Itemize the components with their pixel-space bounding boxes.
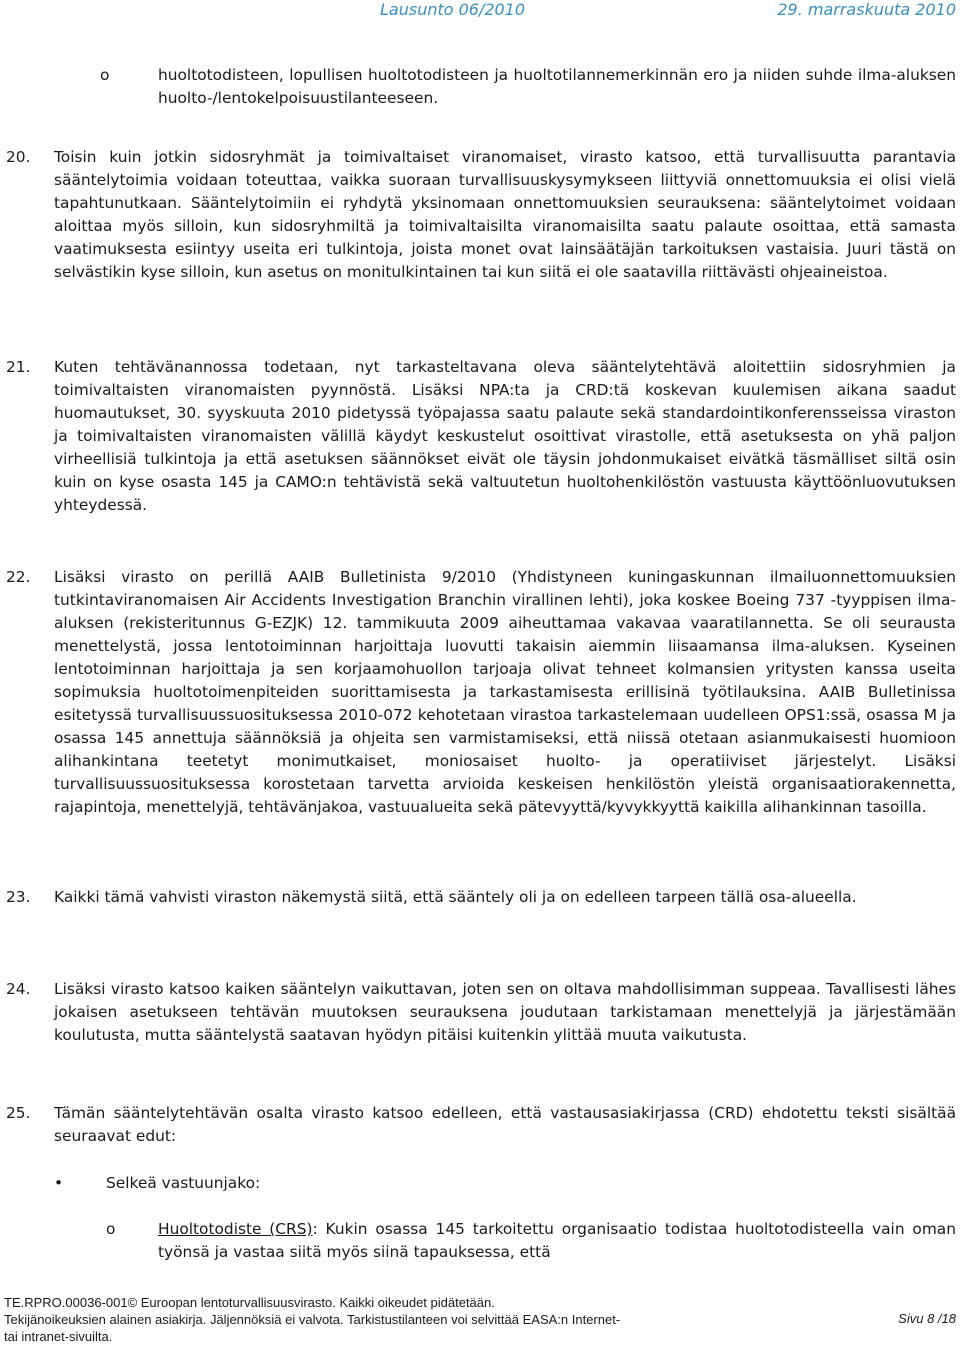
list-bullet: o — [100, 66, 110, 84]
footer-notice: Tekijänoikeuksien alainen asiakirja. Jäljennöksiä ei valvota. Tarkistustilanteen voi selvittää EASA:n Internet- — [4, 1312, 621, 1327]
footer-notice-continued: tai intranet-sivuilta. — [4, 1329, 113, 1344]
bullet-item-text: Selkeä vastuunjako: — [106, 1174, 261, 1192]
document-title: Lausunto 06/2010 — [380, 0, 526, 19]
paragraph-number: 20. — [6, 148, 31, 166]
footer-copyright: TE.RPRO.00036-001© Euroopan lentoturvallisuusvirasto. Kaikki oikeudet pidätetään. — [4, 1295, 495, 1310]
page-number: Sivu 8 /18 — [898, 1311, 956, 1326]
paragraph-number: 24. — [6, 980, 31, 998]
page-header — [0, 0, 960, 22]
paragraph-text: Lisäksi virasto katsoo kaiken sääntelyn vaikuttavan, joten sen on oltava mahdollisimman suppeaa. Tavallisesti lähes jokaisen asetukseen tehtävän muutoksen seurauksena joudutaan tarkistamaan menettelyjä ja järjestämään koulutusta, mutta sääntelystä saatavan hyödyn pitäisi kuitenkin ylittää muuta vaikutusta. — [54, 980, 956, 1044]
paragraph-number: 22. — [6, 568, 31, 586]
paragraph-text: Toisin kuin jotkin sidosryhmät ja toimivaltaiset viranomaiset, virasto katsoo, että turvallisuutta parantavia sääntelytoimia voidaan toteuttaa, vaikka suoraan turvallisuuskysymykseen liittyviä onnettomuuksia ei olisi vielä tapahtunutkaan. Sääntelytoimiin ei ryhdytä yksinomaan onnettomuuksien seurauksena: sääntelytoimet voidaan aloittaa myös silloin, kun sidosryhmiltä ja toimivaltaisilta viranomaisilta saatu palaute osoittaa, että samasta vaatimuksesta esiintyy useita eri tulkintoja, joista monet ovat lainsäätäjän tarkoituksen vastaisia. Juuri tästä on selvästikin kyse silloin, kun asetus on monitulkintainen tai kun siitä ei ole saatavilla riittävästi ohjeaineistoa. — [54, 148, 956, 281]
paragraph-text: Tämän sääntelytehtävän osalta virasto katsoo edelleen, että vastausasiakirjassa (CRD) ehdotettu teksti sisältää seuraavat edut: — [54, 1104, 956, 1145]
paragraph-number: 25. — [6, 1104, 31, 1122]
page-footer — [4, 1294, 956, 1345]
paragraph-text: Lisäksi virasto on perillä AAIB Bulletinista 9/2010 (Yhdistyneen kuningaskunnan ilmailuonnettomuuksien tutkintaviranomaisen Air Accidents Investigation Branchin virallinen lehti), joka koskee Boeing 737 -tyyppisen ilma-aluksen (rekisteritunnus G-EZJK) 12. tammikuuta 2009 aiheuttamaa vakavaa vaaratilannetta. Se oli seurausta menettelystä, jossa lentotoiminnan harjoittaja luovutti takaisin aiemmin liisaamansa ilma-aluksen. Kyseinen lentotoiminnan harjoittaja ja sen korjaamohuollon tarjoaja olivat tehneet kolmansien yritysten kanssa useita sopimuksia huoltotoimenpiteiden suorittamisesta ja tarkastamisesta erillisinä työtilauksina. AAIB Bulletinissa esitetyssä turvallisuussuosituksessa 2010-072 kehotetaan virastoa tarkastelemaan uudelleen OPS1:ssä, osassa M ja osassa 145 annettuja säännöksiä ja ohjeita sen varmistamiseksi, että niissä otetaan asianmukaisesti huomioon alihankintana teetetyt monimutkaiset, moniosaiset huolto- ja operatiiviset järjestelyt. Lisäksi turvallisuussuosituksessa korostetaan tarvetta arvioida keskeisen henkilöstön yleistä organisaatiorakennetta, rajapintoja, menettelyjä, tehtävänjakoa, vastuualueita sekä pätevyyttä/kyvykkyyttä kaikilla alihankinnan tasoilla. — [54, 568, 956, 816]
paragraph-text: Kuten tehtävänannossa todetaan, nyt tarkasteltavana oleva sääntelytehtävä aloitettiin sidosryhmien ja toimivaltaisten viranomaisten pyynnöstä. Lisäksi NPA:ta ja CRD:tä koskevan kuulemisen aikana saadut huomautukset, 30. syyskuuta 2010 pidetyssä työpajassa saatu palaute sekä standardointikonferensseissa viraston ja toimivaltaisten viranomaisten välillä käydyt keskustelut osoittivat virastolle, että asetuksesta on yhä paljon virheellisiä tulkintoja ja että asetuksen säännökset eivät ole täysin johdonmukaiset eivätkä täsmälliset siltä osin kuin on kyse osasta 145 ja CAMO:n tehtävistä sekä valtuutetun huoltohenkilöstön vastuusta käyttöönluovutuksen yhteydessä. — [54, 358, 956, 514]
document-date: 29. marraskuuta 2010 — [777, 0, 956, 19]
defined-term: Huoltotodiste (CRS) — [158, 1220, 313, 1238]
paragraph-number: 21. — [6, 358, 31, 376]
sub-item-text: : Kukin osassa 145 tarkoitettu organisaatio todistaa huoltotodisteella vain oman työnsä ja vastaa siitä myös siinä tapauksessa, että — [158, 1220, 956, 1261]
bullet-marker: • — [54, 1174, 64, 1192]
paragraph-number: 23. — [6, 888, 31, 906]
paragraph-text: Kaikki tämä vahvisti viraston näkemystä siitä, että sääntely oli ja on edelleen tarpeen tällä osa-alueella. — [54, 888, 857, 906]
list-bullet: o — [106, 1220, 116, 1238]
intro-item-text: huoltotodisteen, lopullisen huoltotodisteen ja huoltotilannemerkinnän ero ja niiden suhde ilma-aluksen huolto-/lentokelpoisuustilanteeseen. — [158, 66, 956, 107]
